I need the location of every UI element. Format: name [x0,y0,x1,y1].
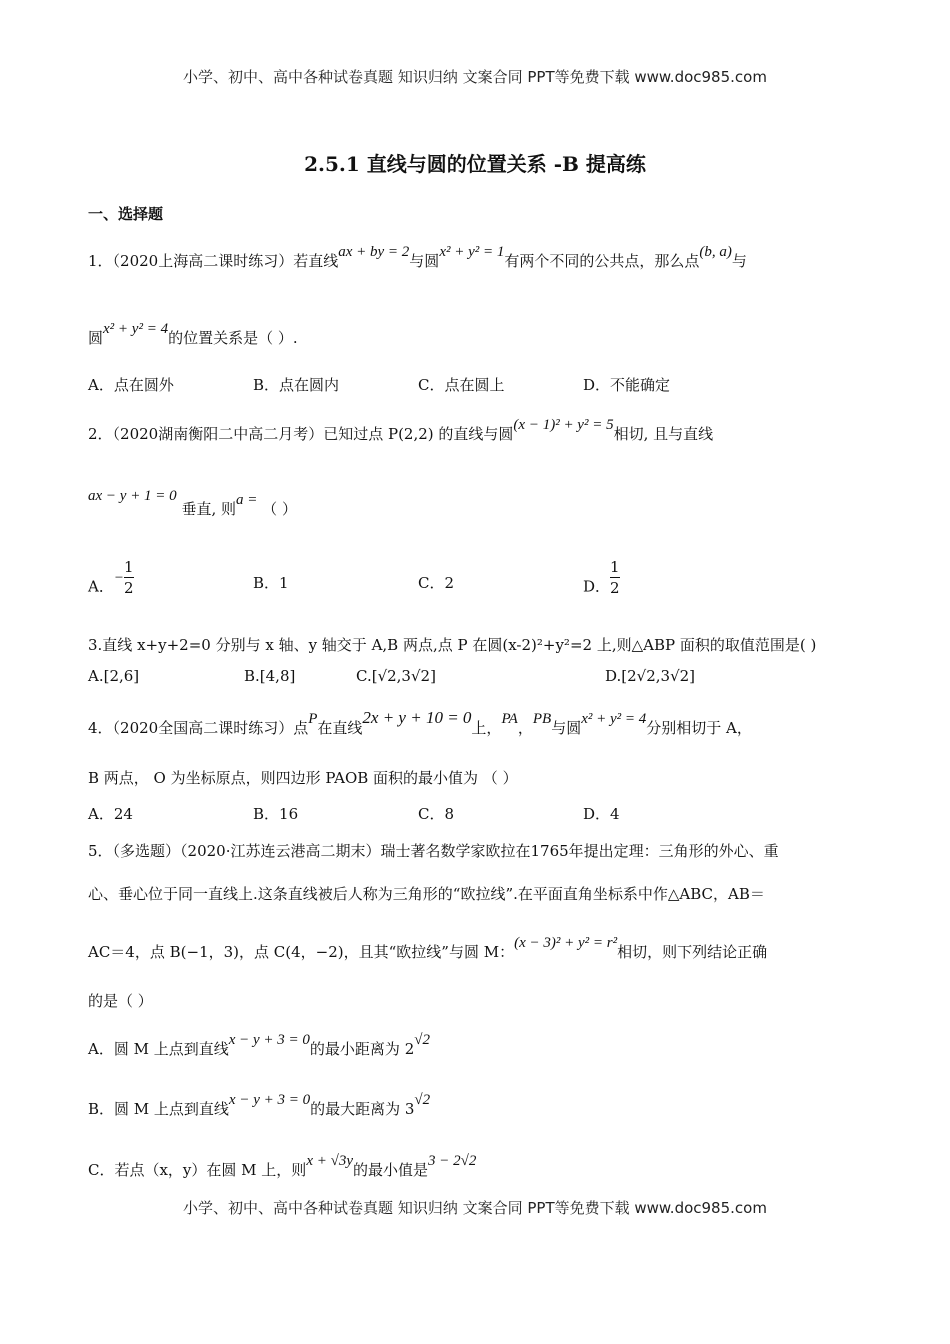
q2-option-d-fraction [610,557,620,598]
q5-option-c [88,1153,477,1180]
q2-option-a-fraction [124,557,134,598]
q1-text-b: 与圆 [409,252,440,270]
q5-option-b [88,1092,431,1119]
q2-option-a-denominator: 2 [123,579,134,597]
q1-math-point: (b, a) [699,244,732,260]
q1-text-a: 1．（2020上海高二课时练习）若直线 [88,252,339,270]
question-4-line-1 [88,708,752,738]
q5-option-a-text: A．圆 M 上点到直线 [88,1040,229,1058]
q4-text-c: 上， [471,719,502,737]
q4-math-pa: PA [501,711,518,727]
q4-text-b: 在直线 [317,719,363,737]
q5-option-c-math: x + √3y [306,1153,353,1169]
q1-text-d: 与 [731,252,747,270]
question-5-line-4: 的是（ ） [88,992,153,1010]
q5-option-b-text: B．圆 M 上点到直线 [88,1100,229,1118]
q2-text-d: （ ） [262,500,297,518]
q1-math-circle-2: x² + y² = 4 [103,321,169,337]
q4-math-p: P [308,711,318,727]
q2-option-d-numerator: 1 [610,558,620,576]
q1-option-a: A．点在圆外 [88,376,174,394]
q1-math-line: ax + by = 2 [338,244,410,260]
q4-text-e: 与圆 [551,719,582,737]
q5-option-a [88,1032,430,1059]
q4-math-line: 2x + y + 10 = 0 [362,708,472,727]
question-2-line-1 [88,417,714,444]
q1-option-c: C．点在圆上 [418,376,505,394]
q2-text-b: 相切, 且与直线 [613,425,714,443]
q5-text-b: 相切，则下列结论正确 [617,943,768,961]
q5-text-a: AC＝4，点 B(−1，3)，点 C(4，−2)，且其“欧拉线”与圆 M： [88,943,515,961]
q2-text-a: 2．（2020湖南衡阳二中高二月考）已知过点 P(2,2) 的直线与圆 [88,425,514,443]
question-3-text: 3.直线 x+y+2=0 分别与 x 轴、y 轴交于 A,B 两点,点 P 在圆(x-2)²+y²=2 上,则△ABP 面积的取值范围是( ) [88,636,817,654]
q2-option-d-label: D． [583,577,611,596]
q3-option-c: C.[√2,3√2] [356,667,436,685]
q1-text-f: 的位置关系是（ ）. [168,329,298,347]
q4-math-pb: PB [532,711,552,727]
q1-math-circle: x² + y² = 1 [439,244,505,260]
q2-math-circle: (x − 1)² + y² = 5 [513,417,614,433]
q4-option-c: C．8 [418,805,455,823]
q4-option-d: D．4 [583,805,620,823]
section-heading: 一、选择题 [88,205,164,223]
q2-option-a [88,558,134,608]
q5-option-a-math: x − y + 3 = 0 [228,1032,310,1048]
q5-option-c-text-2: 的最小值是 [352,1161,428,1179]
q2-option-a-numerator: 1 [123,558,134,576]
q1-text-e: 圆 [88,329,104,347]
question-1-line-2 [88,321,298,348]
q5-option-c-value: 3 − 2√2 [428,1153,477,1169]
q5-option-b-text-2: 的最大距离为 3 [310,1100,415,1118]
q4-math-circle: x² + y² = 4 [581,711,647,727]
question-5-line-3 [88,935,768,962]
q4-text-d: ， [517,719,533,737]
q3-option-b: B.[4,8] [244,667,296,685]
q2-math-line: ax − y + 1 = 0 [88,488,177,504]
q2-option-a-sign: − [113,569,124,586]
q2-option-a-label: A． [88,577,114,596]
question-5-line-1: 5．（多选题）（2020·江苏连云港高二期末）瑞士著名数学家欧拉在1765年提出定理：三角形的外心、重 [88,842,779,860]
page-header: 小学、初中、高中各种试卷真题 知识归纳 文案合同 PPT等免费下载 www.doc985.com [183,68,767,86]
page-footer: 小学、初中、高中各种试卷真题 知识归纳 文案合同 PPT等免费下载 www.doc985.com [183,1199,767,1217]
question-5-line-2: 心、垂心位于同一直线上.这条直线被后人称为三角形的“欧拉线”.在平面直角坐标系中作△ABC，AB＝ [88,885,765,903]
q5-math-circle: (x − 3)² + y² = r² [514,935,618,951]
q2-option-d-denominator: 2 [610,579,620,597]
q2-text-c: 垂直, 则 [181,500,237,518]
page-title: 2.5.1 直线与圆的位置关系 -B 提高练 [304,152,646,176]
q4-text-f: 分别相切于 A， [646,719,752,737]
q5-option-a-text-2: 的最小距离为 2 [309,1040,415,1058]
q2-option-d [583,558,620,608]
q4-text-a: 4．（2020全国高二课时练习）点 [88,719,309,737]
q2-option-b: B．1 [253,574,289,592]
q5-option-a-sqrt: √2 [414,1032,430,1048]
q4-option-a: A．24 [88,805,133,823]
q2-option-c: C．2 [418,574,455,592]
q1-option-b: B．点在圆内 [253,376,340,394]
q2-math-a: a = [236,492,258,508]
q5-option-b-math: x − y + 3 = 0 [228,1092,311,1108]
q5-option-b-sqrt: √2 [414,1092,431,1108]
q1-text-c: 有两个不同的公共点，那么点 [504,252,700,270]
question-2-line-2 [88,488,297,519]
q3-option-d: D.[2√2,3√2] [605,667,696,685]
question-4-line-2: B 两点， O 为坐标原点，则四边形 PAOB 面积的最小值为 （ ） [88,769,518,787]
q3-option-a: A.[2,6] [88,667,140,685]
q5-option-c-text: C．若点（x，y）在圆 M 上，则 [88,1161,307,1179]
q1-option-d: D．不能确定 [583,376,671,394]
question-1-line-1 [88,244,747,271]
q4-option-b: B．16 [253,805,299,823]
